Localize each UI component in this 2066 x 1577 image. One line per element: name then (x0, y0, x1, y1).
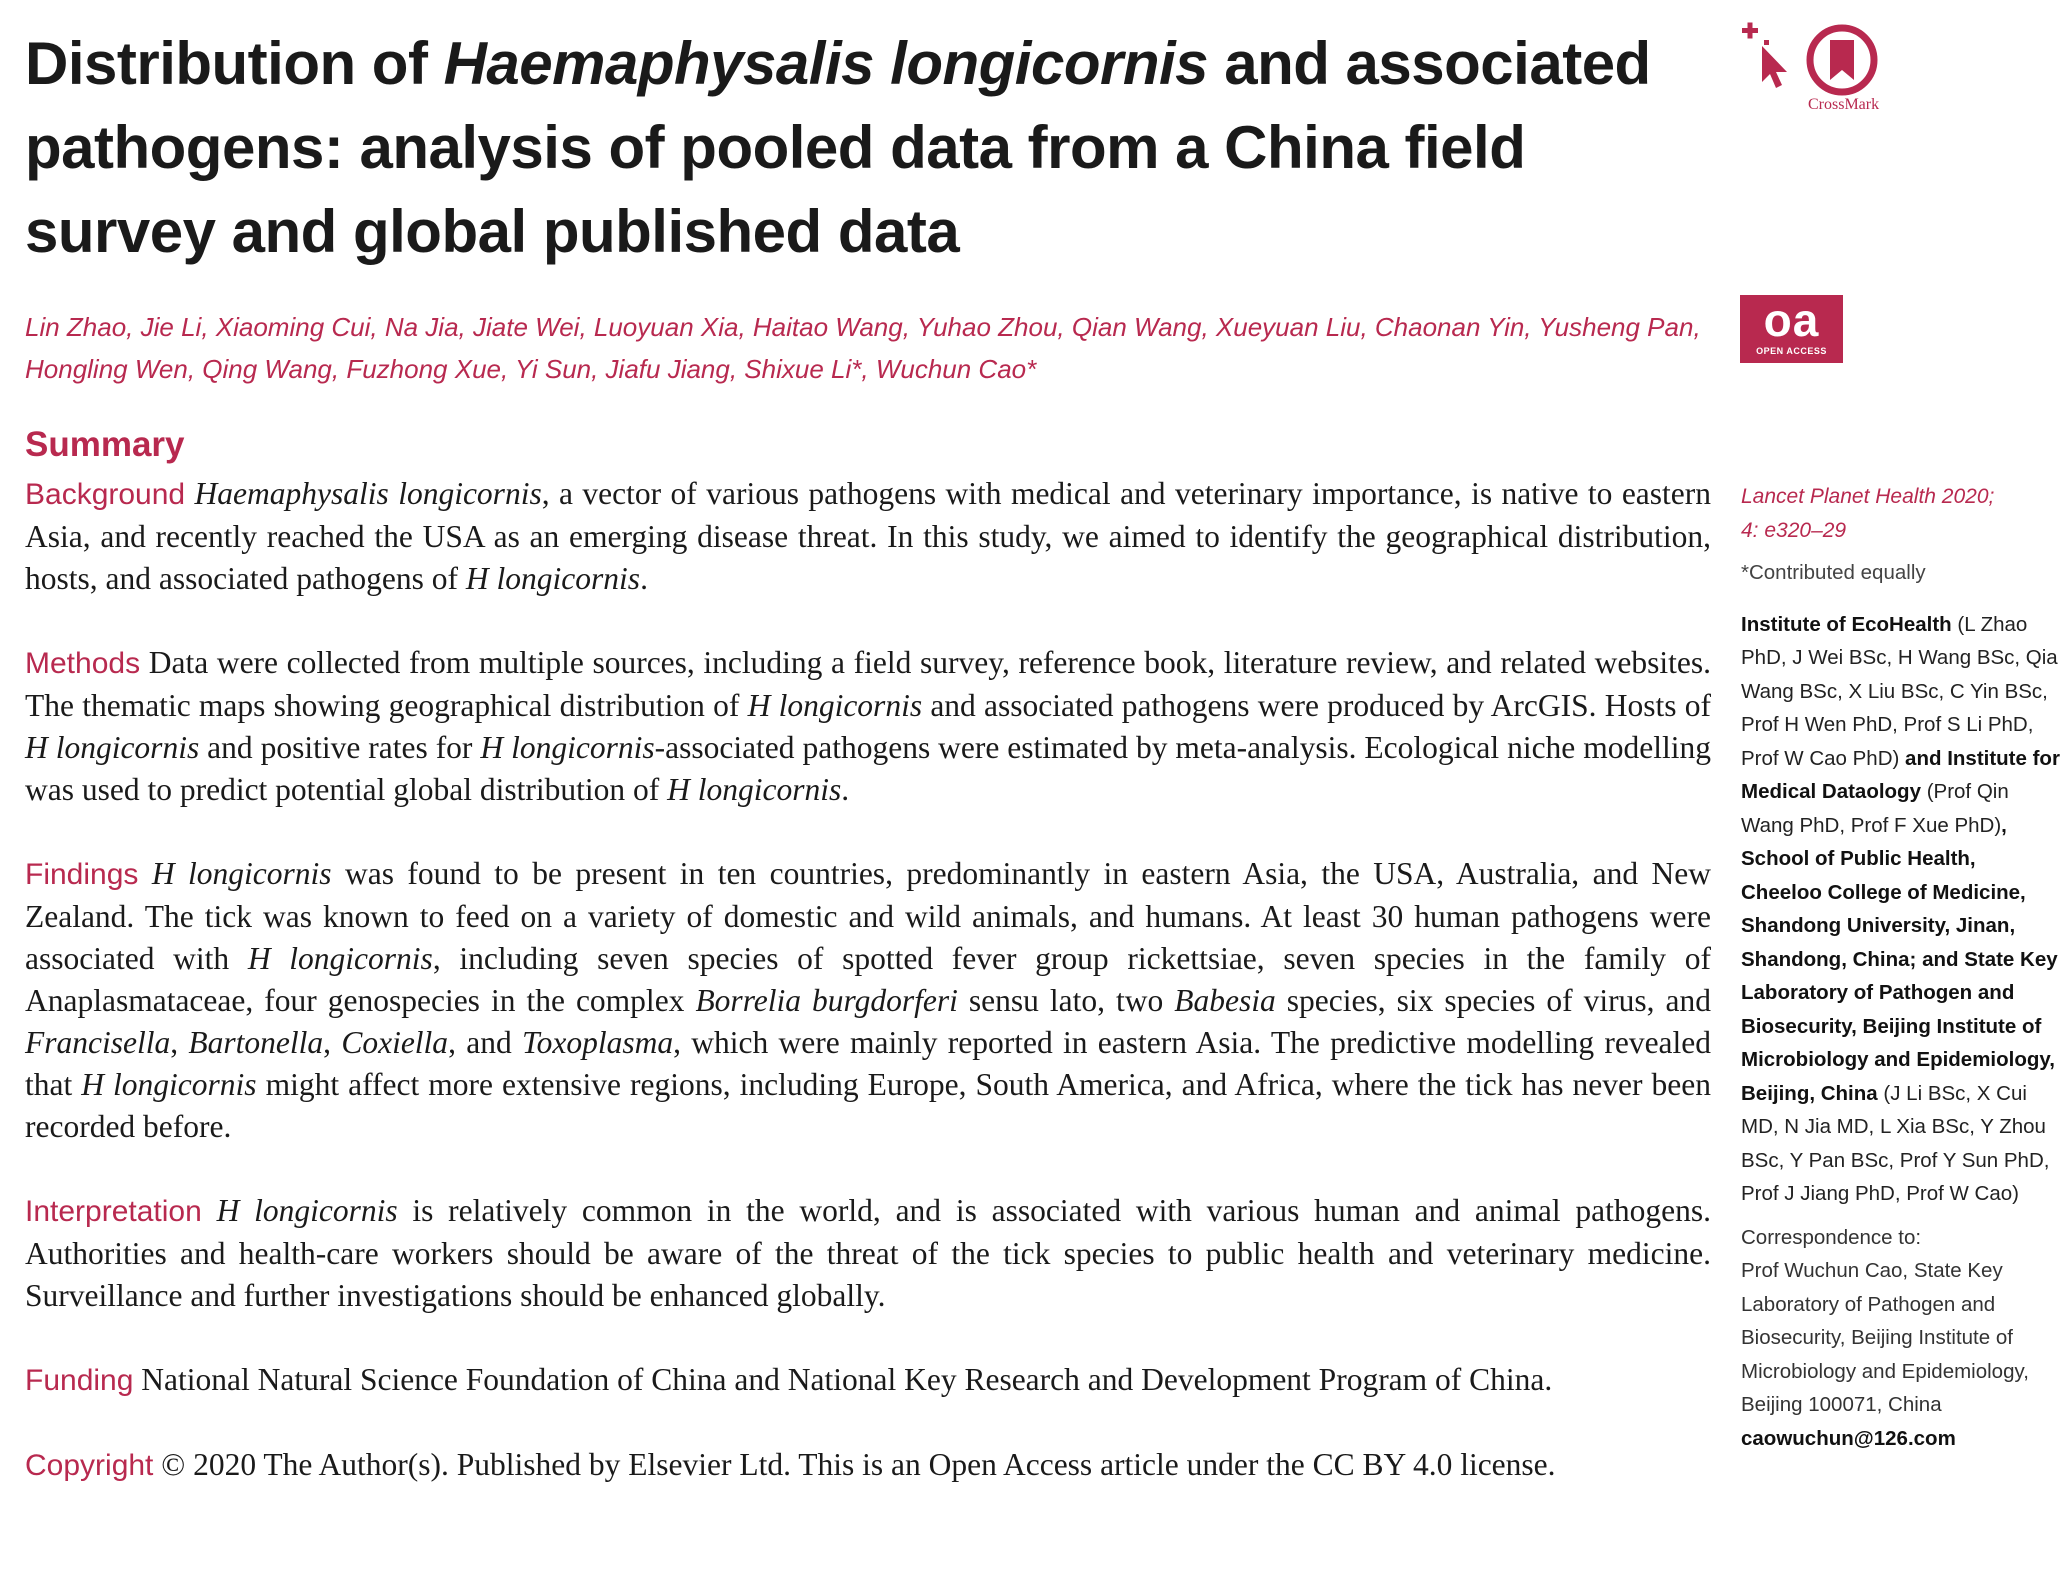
correspondence (1741, 1221, 2061, 1456)
title-part2: and associated pathogens: analysis of pooled data from a China field survey and global published data (25, 30, 1651, 265)
affiliation-people: (Prof Qin Wang PhD, Prof F Xue PhD) (1741, 780, 2009, 837)
crossmark-label: CrossMark (1808, 96, 1880, 113)
summary-heading: Summary (25, 425, 185, 464)
genus-name: Babesia (1174, 983, 1276, 1018)
species-name: H longicornis (151, 856, 332, 891)
text-run: , (170, 1025, 189, 1060)
text-run: was found to be present in ten countries, predominantly in eastern Asia, the USA, Australia, and New Zealand. The tick was known to feed on a variety of domestic and wild animals, and humans. At least 30 human pathogens were associated with (25, 856, 1711, 976)
summary-body (25, 473, 1711, 1487)
species-name: H longicornis (81, 1067, 257, 1102)
text-run: sensu lato, two (957, 983, 1175, 1018)
species-name: H longicornis (480, 730, 655, 765)
species-name: Borrelia burgdorferi (695, 983, 958, 1018)
affiliations (1741, 608, 2061, 1211)
methods-heading: Methods (25, 647, 141, 680)
text-run: National Natural Science Foundation of China and National Key Research and Development Program of China. (141, 1362, 1553, 1397)
text-run: , a vector of various pathogens with medical and veterinary importance, is native to eastern Asia, and recently reached the USA as an emerging disease threat. In this study, we aimed to identify the geographical distribution, hosts, and associated pathogens of (25, 476, 1712, 596)
funding-heading: Funding (25, 1364, 134, 1397)
contribution-note: *Contributed equally (1741, 561, 1926, 584)
affiliation-institution: and Institute for Medical Dataology (1741, 746, 2060, 803)
affiliation-people: (J Li BSc, X Cui MD, N Jia MD, L Xia BSc, Y Zhou BSc, Y Pan BSc, Prof Y Sun PhD, Prof J Jiang PhD, Prof W Cao) (1741, 1081, 2050, 1205)
genus-name: Coxiella (341, 1025, 449, 1060)
citation[interactable] (1741, 480, 2061, 548)
interpretation-heading: Interpretation (25, 1195, 202, 1228)
title-species: Haemaphysalis longicornis (443, 30, 1209, 97)
findings-paragraph (25, 853, 1711, 1148)
text-run: . (841, 772, 850, 807)
article-title (25, 22, 1705, 274)
affiliation-people: (L Zhao PhD, J Wei BSc, H Wang BSc, Qia Wang BSc, X Liu BSc, C Yin BSc, Prof H Wen PhD, Prof S Li PhD, Prof W Cao PhD) (1741, 612, 2058, 770)
sidebar (1741, 480, 2061, 1455)
text-run: , which were mainly reported in eastern Asia. The predictive modelling revealed that (25, 1025, 1712, 1102)
text-run: © 2020 The Author(s). Published by Elsevier Ltd. This is an Open Access article under the CC BY 4.0 license. (161, 1447, 1556, 1482)
species-name: H longicornis (667, 772, 842, 807)
background-heading: Background (25, 478, 186, 511)
author-list: Lin Zhao, Jie Li, Xiaoming Cui, Na Jia, Jiate Wei, Luoyuan Xia, Haitao Wang, Yuhao Zhou, Qian Wang, Xueyuan Liu, Chaonan Yin, Yusheng Pan, Hongling Wen, Qing Wang, Fuzhong Xue, Yi Sun, Jiafu Jiang, Shixue Li*, Wuchun Cao* (25, 312, 1701, 384)
text-run: might affect more extensive regions, including Europe, South America, and Africa, where the tick has never been recorded before. (25, 1067, 1711, 1144)
methods-paragraph (25, 642, 1711, 811)
text-run: , including seven species of spotted fever group rickettsiae, seven species in the family of Anaplasmataceae, four genospecies in the complex (25, 941, 1711, 1018)
genus-name: Bartonella (188, 1025, 324, 1060)
text-run: is relatively common in the world, and is associated with various human and animal pathogens. Authorities and health-care workers should be aware of the threat of the tick species to public health and veterinary medicine. Surveillance and further investigations should be enhanced globally. (25, 1193, 1711, 1313)
text-run: . (640, 561, 648, 596)
findings-heading: Findings (25, 858, 139, 891)
text-run: Data were collected from multiple sources, including a field survey, reference book, literature review, and related websites. The thematic maps showing geographical distribution of (25, 645, 1711, 723)
species-name: H longicornis (25, 730, 200, 765)
genus-name: Toxoplasma (521, 1025, 674, 1060)
interpretation-paragraph (25, 1190, 1711, 1317)
oa-logo-text: oa (1763, 294, 1820, 346)
affiliation-institution: Institute of EcoHealth (1741, 612, 1952, 636)
species-name: H longicornis (216, 1193, 398, 1228)
funding-paragraph (25, 1359, 1711, 1402)
correspondence-address: Prof Wuchun Cao, State Key Laboratory of Pathogen and Biosecurity, Beijing Institute of Microbiology and Epidemiology, Beijing 100071, China (1741, 1259, 2029, 1416)
species-name: H longicornis (747, 688, 923, 723)
text-run: species, six species of virus, and (1275, 983, 1711, 1018)
genus-name: Francisella (25, 1025, 171, 1060)
text-run: -associated pathogens were estimated by meta-analysis. Ecological niche modelling was used to predict potential global distribution of (25, 730, 1711, 807)
correspondence-label: Correspondence to: (1741, 1225, 1922, 1249)
title-part1: Distribution of (25, 30, 444, 97)
background-paragraph (25, 473, 1711, 600)
copyright-paragraph (25, 1444, 1711, 1487)
text-run: , (323, 1025, 342, 1060)
correspondence-email[interactable]: caowuchun@126.com (1741, 1426, 1956, 1450)
text-run: , and (448, 1025, 522, 1060)
text-run: and associated pathogens were produced by ArcGIS. Hosts of (922, 688, 1711, 723)
text-run: and positive rates for (199, 730, 481, 765)
species-name: Haemaphysalis longicornis (194, 476, 542, 511)
species-name: H longicornis (247, 941, 433, 976)
citation-line: 4: e320–29 (1741, 519, 1847, 542)
citation-line: Lancet Planet Health 2020; (1741, 485, 1995, 508)
open-access-badge (1740, 295, 1843, 363)
oa-subtext: OPEN ACCESS (1756, 346, 1827, 356)
copyright-heading: Copyright (25, 1449, 154, 1482)
affiliation-institution: , School of Public Health, Cheeloo College of Medicine, Shandong University, Jinan, Shandong, China; and State Key Laboratory of Pathogen and Biosecurity, Beijing Institute of Microbiology and Epidemiology, Beijing, China (1741, 813, 2058, 1105)
species-name: H longicornis (465, 561, 641, 596)
